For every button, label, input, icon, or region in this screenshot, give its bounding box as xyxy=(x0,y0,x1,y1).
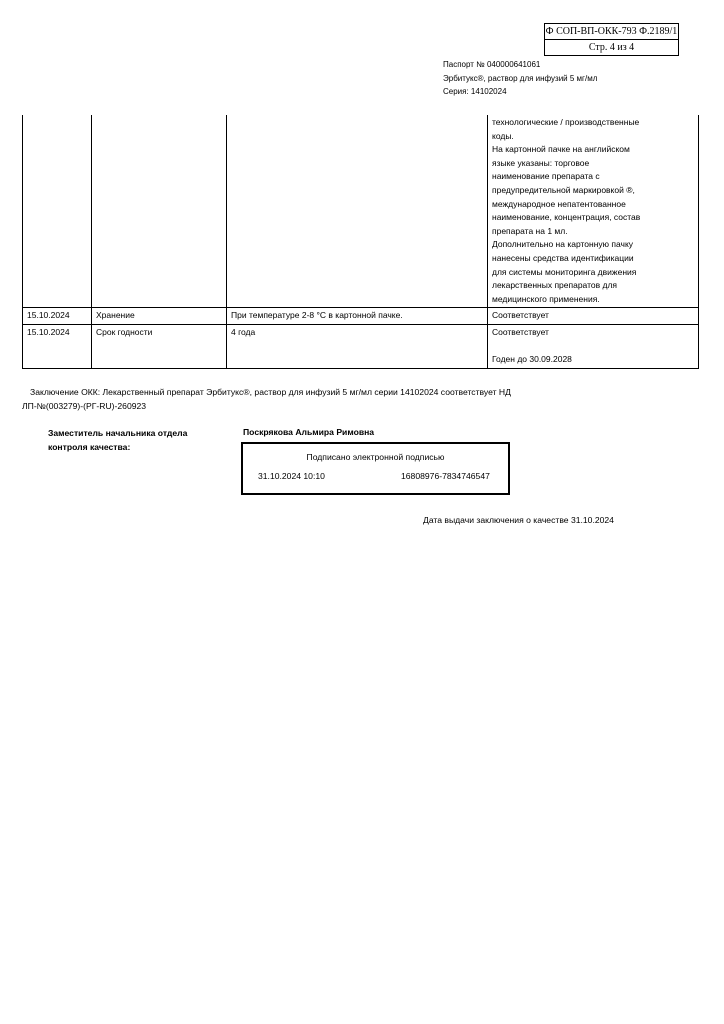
date-cell: 15.10.2024 xyxy=(23,308,92,325)
continuation-line: На картонной пачке на английском xyxy=(492,144,630,155)
form-code-box xyxy=(544,23,679,56)
electronic-signature-stamp xyxy=(241,442,510,495)
issue-date: Дата выдачи заключения о качестве 31.10.2024 xyxy=(423,515,614,525)
results-table xyxy=(22,115,699,369)
requirement-cell xyxy=(227,115,488,308)
result-cell: Соответствует xyxy=(488,308,699,325)
continuation-line: медицинского применения. xyxy=(492,293,600,304)
signature-title: Подписано электронной подписью xyxy=(306,452,445,462)
series-number: Серия: 14102024 xyxy=(443,87,507,96)
result-cell xyxy=(488,324,699,368)
parameter-cell: Хранение xyxy=(92,308,227,325)
continuation-line: препарата на 1 мл. xyxy=(492,225,568,236)
parameter-cell: Срок годности xyxy=(92,324,227,368)
position-line-2: контроля качества: xyxy=(48,441,131,452)
conclusion-line-2: ЛП-№(003279)-(РГ-RU)-260923 xyxy=(22,400,147,411)
continuation-line: наименование препарата с xyxy=(492,171,600,182)
table-row xyxy=(23,115,699,308)
continuation-line: коды. xyxy=(492,130,514,141)
continuation-line: языке указаны: торговое xyxy=(492,157,590,168)
form-code: Ф СОП-ВП-ОКК-793 Ф.2189/1 xyxy=(545,26,678,37)
date-cell: 15.10.2024 xyxy=(23,324,92,368)
signature-datetime: 31.10.2024 10:10 xyxy=(258,471,325,481)
expiry-date: Годен до 30.09.2028 xyxy=(492,354,572,365)
requirement-cell: 4 года xyxy=(227,324,488,368)
conclusion xyxy=(22,386,570,413)
product-name: Эрбитукс®, раствор для инфузий 5 мг/мл xyxy=(443,73,598,83)
continuation-text xyxy=(492,116,694,306)
continuation-line: Дополнительно на картонную пачку xyxy=(492,239,634,250)
continuation-line: предупредительной маркировкой ®, xyxy=(492,184,635,195)
requirement-cell: При температуре 2-8 °С в картонной пачке. xyxy=(227,308,488,325)
signer-name: Поскрякова Альмира Римовна xyxy=(243,427,375,437)
passport-number: Паспорт № 040000641061 xyxy=(443,60,541,69)
conclusion-line-1: Заключение ОКК: Лекарственный препарат Эрбитукс®, раствор для инфузий 5 мг/мл серии 14102024 соответствует НД xyxy=(30,387,511,397)
result-cell xyxy=(488,115,699,308)
page-number: Стр. 4 из 4 xyxy=(545,39,678,55)
parameter-cell xyxy=(92,115,227,308)
date-cell xyxy=(23,115,92,308)
position-line-1: Заместитель начальника отдела xyxy=(48,428,188,438)
result-value: Соответствует xyxy=(492,326,549,337)
passport-header xyxy=(443,58,597,99)
continuation-line: лекарственных препаратов для xyxy=(492,280,618,291)
continuation-line: международное непатентованное xyxy=(492,198,626,209)
continuation-line: для системы мониторинга движения xyxy=(492,266,637,277)
continuation-line: нанесены средства идентификации xyxy=(492,252,634,263)
continuation-line: технологические / производственные xyxy=(492,117,640,127)
continuation-line: наименование, концентрация, состав xyxy=(492,212,641,223)
signature-certificate-number: 16808976-7834746547 xyxy=(401,471,490,481)
table-row xyxy=(23,308,699,325)
signer-position xyxy=(48,427,187,454)
table-row xyxy=(23,324,699,368)
